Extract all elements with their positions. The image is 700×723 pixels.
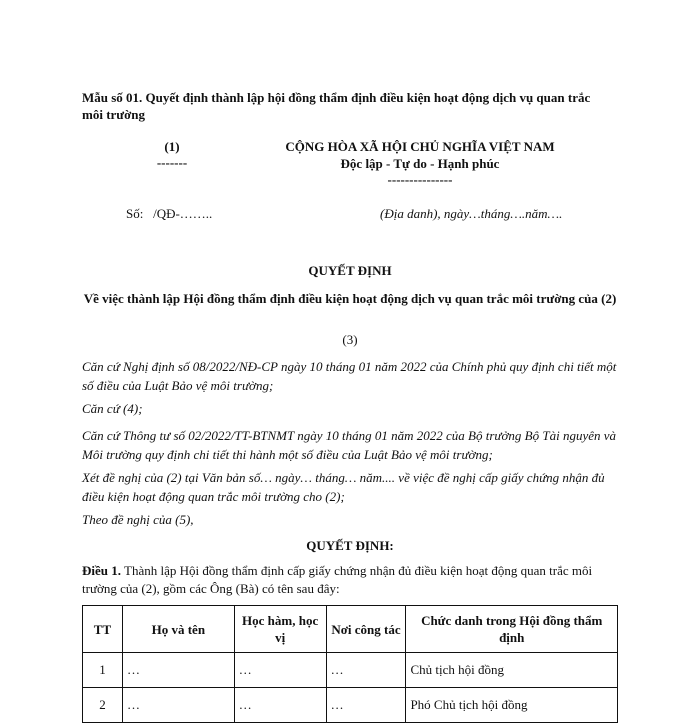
table-cell: … (326, 688, 406, 723)
article-1-label: Điều 1. (82, 563, 121, 578)
place-and-date: (Địa danh), ngày…tháng….năm…. (380, 206, 563, 221)
table-cell: Chủ tịch hội đồng (406, 653, 618, 688)
table-header-row (83, 606, 618, 653)
form-heading: Mẫu số 01. Quyết định thành lập hội đồng thẩm định điều kiện hoạt động dịch vụ quan trắc môi trường (82, 90, 591, 122)
column-header: TT (83, 606, 123, 653)
table-row (83, 653, 618, 688)
table-cell: … (326, 653, 406, 688)
table-cell: … (234, 653, 326, 688)
issuing-org-code: (1) (164, 139, 180, 154)
legal-basis-paragraph: Căn cứ (4); (82, 401, 143, 416)
table-cell: 1 (83, 653, 123, 688)
decision-heading: QUYẾT ĐỊNH: (306, 538, 394, 553)
document-subtitle: Về việc thành lập Hội đồng thẩm định điều kiện hoạt động dịch vụ quan trắc môi trường của (2) (83, 291, 617, 306)
table-cell: … (234, 688, 326, 723)
legal-basis-paragraph: Căn cứ Nghị định số 08/2022/NĐ-CP ngày 10 tháng 01 năm 2022 của Chính phủ quy định chi tiết một số điều của Luật Bảo vệ môi trường; (82, 359, 617, 393)
column-header: Nơi công tác (326, 606, 406, 653)
table-cell: 2 (83, 688, 123, 723)
column-header: Họ và tên (122, 606, 234, 653)
table-cell: … (122, 688, 234, 723)
document-title: QUYẾT ĐỊNH (308, 263, 392, 278)
nation-name: CỘNG HÒA XÃ HỘI CHỦ NGHĨA VIỆT NAM (285, 139, 555, 154)
national-motto: Độc lập - Tự do - Hạnh phúc (340, 156, 500, 171)
table-cell: Phó Chủ tịch hội đồng (406, 688, 618, 723)
org-divider: ------- (156, 155, 188, 170)
legal-basis-paragraph: Căn cứ Thông tư số 02/2022/TT-BTNMT ngày 10 tháng 01 năm 2022 của Bộ trưởng Bộ Tài nguyên và Môi trường quy định chi tiết thi hành một số điều của Luật Bảo vệ môi trường; (82, 428, 617, 462)
issuing-authority: (3) (342, 332, 358, 347)
table-cell: … (122, 653, 234, 688)
decision-number: Số: /QĐ-…….. (126, 206, 213, 221)
council-members-table (82, 605, 618, 723)
article-1 (82, 562, 622, 598)
legal-basis-paragraph: Xét đề nghị của (2) tại Văn bản số… ngày… tháng… năm.... về việc đề nghị cấp giấy chứng nhận đủ điều kiện hoạt động quan trắc môi trường cho (2); (82, 470, 605, 504)
column-header: Học hàm, học vị (234, 606, 326, 653)
legal-basis-paragraph: Theo đề nghị của (5), (82, 512, 194, 527)
table-row (83, 688, 618, 723)
column-header: Chức danh trong Hội đồng thẩm định (406, 606, 618, 653)
motto-divider: --------------- (387, 172, 453, 187)
article-1-text: Thành lập Hội đồng thẩm định cấp giấy chứng nhận đủ điều kiện hoạt động quan trắc môi trường của (2), gồm các Ông (Bà) có tên sau đây: (82, 563, 593, 596)
